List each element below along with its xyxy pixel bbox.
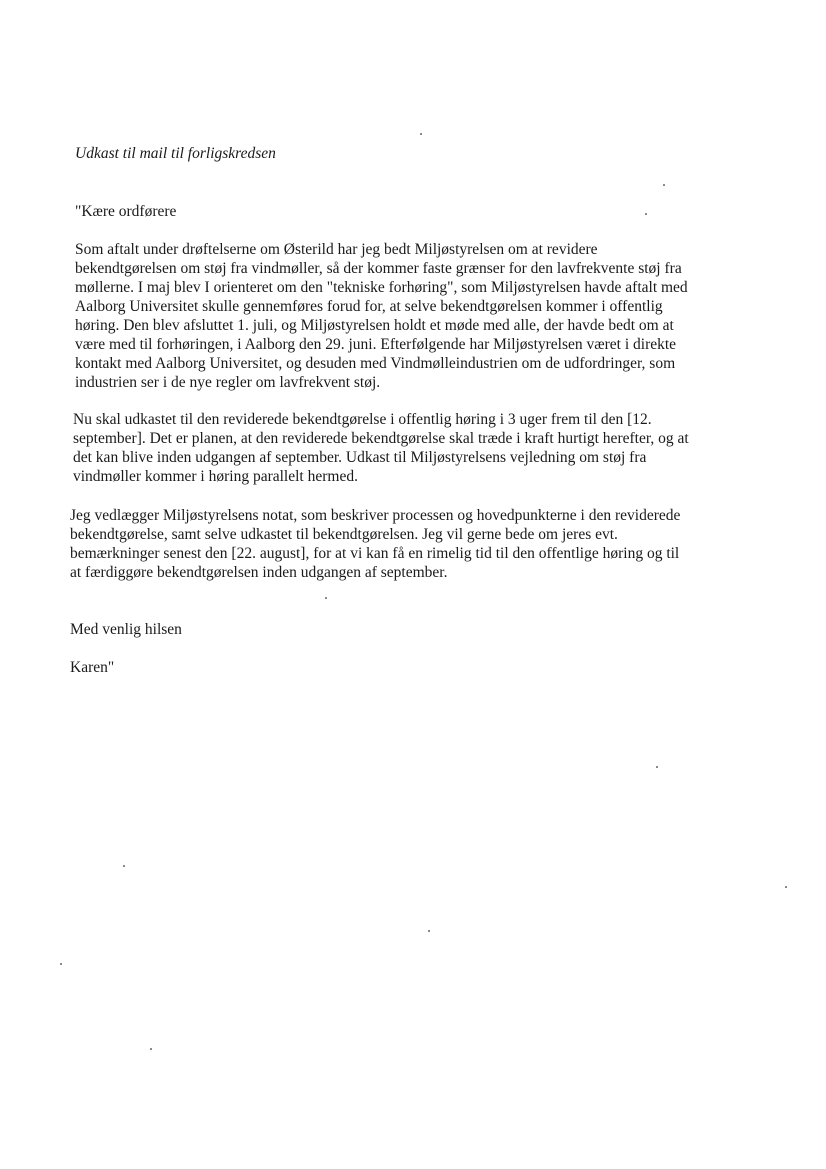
scan-speck [150, 1048, 152, 1050]
paragraph-line: møllerne. I maj blev I orienteret om den "tekniske forhøring", som Miljøstyrelsen havde aftalt med [75, 279, 688, 296]
paragraph-3 [70, 506, 750, 582]
scan-speck [428, 930, 430, 932]
signature: Karen" [70, 659, 115, 676]
paragraph-line: bemærkninger senest den [22. august], for at vi kan få en rimelig tid til den offentlige høring og til [70, 545, 680, 562]
paragraph-line: at færdiggøre bekendtgørelsen inden udgangen af september. [70, 564, 448, 581]
scan-speck [420, 133, 422, 135]
scan-speck [656, 766, 658, 768]
paragraph-line: september]. Det er planen, at den reviderede bekendtgørelse skal træde i kraft hurtigt herefter, og at [73, 430, 689, 447]
paragraph-line: bekendtgørelse, samt selve udkastet til bekendtgørelsen. Jeg vil gerne bede om jeres evt. [70, 526, 618, 543]
paragraph-2 [73, 410, 753, 486]
closing: Med venlig hilsen [70, 621, 182, 638]
scan-speck [123, 865, 125, 867]
paragraph-line: Aalborg Universitet skulle gennemføres forud for, at selve bekendtgørelsen kommer i offentlig [75, 298, 663, 315]
paragraph-line: kontakt med Aalborg Universitet, og desuden med Vindmølleindustrien om de udfordringer, som [75, 355, 676, 372]
salutation: "Kære ordførere [75, 203, 177, 220]
paragraph-1 [75, 240, 755, 392]
scan-speck [663, 184, 665, 186]
scan-speck [785, 886, 787, 888]
scan-speck [325, 597, 327, 599]
paragraph-line: vindmøller kommer i høring parallelt hermed. [73, 468, 358, 485]
paragraph-line: Jeg vedlægger Miljøstyrelsens notat, som beskriver processen og hovedpunkterne i den reviderede [70, 507, 681, 524]
scan-speck [645, 213, 647, 215]
document-heading: Udkast til mail til forligskredsen [75, 145, 276, 162]
paragraph-line: det kan blive inden udgangen af september. Udkast til Miljøstyrelsens vejledning om støj fra [73, 449, 647, 466]
paragraph-line: Nu skal udkastet til den reviderede bekendtgørelse i offentlig høring i 3 uger frem til den [12. [73, 411, 652, 428]
paragraph-line: være med til forhøringen, i Aalborg den 29. juni. Efterfølgende har Miljøstyrelsen været i direkte [75, 336, 677, 353]
paragraph-line: bekendtgørelsen om støj fra vindmøller, så der kommer faste grænser for den lavfrekvente støj fra [75, 260, 682, 277]
paragraph-line: Som aftalt under drøftelserne om Østerild har jeg bedt Miljøstyrelsen om at revidere [75, 241, 598, 258]
paragraph-line: høring. Den blev afsluttet 1. juli, og Miljøstyrelsen holdt et møde med alle, der havde bedt om at [75, 317, 674, 334]
paragraph-line: industrien ser i de nye regler om lavfrekvent støj. [75, 374, 381, 391]
scan-speck [60, 963, 62, 965]
